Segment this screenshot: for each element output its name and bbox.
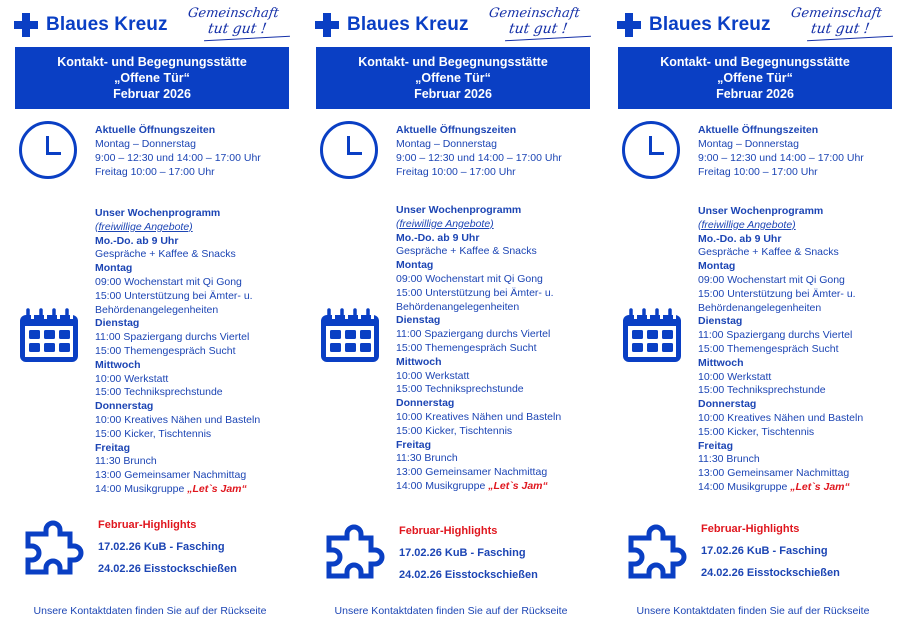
program-subtitle: (freiwillige Angebote) [95,220,193,233]
program-subtitle: (freiwillige Angebote) [698,218,796,231]
program-item: 15:00 Themengespräch Sucht [95,344,236,357]
puzzle-piece-icon [24,518,84,578]
program-item: 15:00 Techniksprechstunde [396,383,524,396]
banner-line-3: Februar 2026 [414,87,492,101]
logo [14,8,168,42]
daily-item: Gespräche + Kaffee & Snacks [95,248,236,261]
highlight-item: 24.02.26 Eisstockschießen [701,567,840,579]
daily-item: Gespräche + Kaffee & Snacks [396,245,537,258]
brand-name: Blaues Kreuz [46,14,168,35]
program-item-prefix: 14:00 Musikgruppe [698,480,791,493]
day-friday: Freitag [95,441,131,454]
program-item-last [396,480,561,494]
banner-line-1: Kontakt- und Begegnungsstätte [660,55,850,69]
highlights-title: Februar-Highlights [399,525,498,537]
opening-hours [95,123,261,179]
slogan-line-2: tut gut ! [809,21,871,37]
highlights [701,518,840,584]
brand-name: Blaues Kreuz [347,14,469,35]
program-item: 09:00 Wochenstart mit Qi Gong [396,272,543,285]
program-item: 11:00 Spaziergang durchs Viertel [396,328,551,341]
program-item: 09:00 Wochenstart mit Qi Gong [698,273,845,286]
program-item: 11:30 Brunch [396,452,458,465]
program-title: Unser Wochenprogramm [396,204,522,216]
slogan-line-2: tut gut ! [206,21,268,37]
calendar-icon [319,306,381,364]
program-item: 13:00 Gemeinsamer Nachmittag [95,469,247,482]
highlights-title: Februar-Highlights [701,523,800,535]
hours-title: Aktuelle Öffnungszeiten [95,124,216,136]
program-item-prefix: 14:00 Musikgruppe [396,479,489,492]
banner-line-3: Februar 2026 [716,87,794,101]
program-item-last [95,483,260,497]
program-item: 13:00 Gemeinsamer Nachmittag [698,467,850,480]
title-banner [15,47,289,109]
hours-line-2: 9:00 – 12:30 und 14:00 – 17:00 Uhr [396,152,562,164]
opening-hours [698,123,864,179]
weekly-program [95,207,260,497]
program-item: 15:00 Kicker, Tischtennis [698,425,815,438]
blue-cross-icon [617,13,641,37]
day-monday: Montag [698,260,736,273]
hours-line-2: 9:00 – 12:30 und 14:00 – 17:00 Uhr [95,152,261,164]
program-item: Behördenangelegenheiten [396,300,520,313]
highlights [98,514,237,580]
program-item: 10:00 Werkstatt [698,370,772,383]
program-item: 15:00 Themengespräch Sucht [396,341,537,354]
highlight-item: 24.02.26 Eisstockschießen [399,569,538,581]
day-monday: Montag [95,262,133,275]
blue-cross-icon [315,13,339,37]
slogan [186,4,290,44]
program-item: 15:00 Kicker, Tischtennis [396,424,513,437]
banner-line-3: Februar 2026 [113,87,191,101]
blue-cross-icon [14,13,38,37]
slogan-line-1: Gemeinschaft [487,6,581,21]
puzzle-piece-icon [325,522,385,582]
hours-line-2: 9:00 – 12:30 und 14:00 – 17:00 Uhr [698,152,864,164]
program-item: 10:00 Werkstatt [396,369,470,382]
program-item: 10:00 Kreatives Nähen und Basteln [95,413,261,426]
clock-icon [320,121,378,179]
clock-icon [19,121,77,179]
banner-line-2: „Offene Tür“ [717,71,793,85]
hours-title: Aktuelle Öffnungszeiten [698,124,819,136]
hours-line-1: Montag – Donnerstag [698,138,799,150]
highlight-item: 17.02.26 KuB - Fasching [701,545,828,557]
calendar-icon [18,306,80,364]
puzzle-piece-icon [627,522,687,582]
day-thursday: Donnerstag [396,397,455,410]
day-wednesday: Mittwoch [698,356,744,369]
program-item: 11:00 Spaziergang durchs Viertel [95,331,250,344]
program-item: Behördenangelegenheiten [698,301,822,314]
program-title: Unser Wochenprogramm [698,205,824,217]
clock-icon [622,121,680,179]
program-item: Behördenangelegenheiten [95,303,219,316]
banner-line-1: Kontakt- und Begegnungsstätte [358,55,548,69]
weekly-program [396,204,561,494]
slogan [789,4,893,44]
opening-hours [396,123,562,179]
day-friday: Freitag [396,438,432,451]
highlights-title: Februar-Highlights [98,519,197,531]
day-tuesday: Dienstag [95,317,140,330]
program-subtitle: (freiwillige Angebote) [396,217,494,230]
banner-line-2: „Offene Tür“ [114,71,190,85]
program-item: 11:30 Brunch [95,455,157,468]
program-title: Unser Wochenprogramm [95,207,221,219]
daily-title: Mo.-Do. ab 9 Uhr [396,231,480,244]
day-thursday: Donnerstag [95,400,154,413]
day-monday: Montag [396,259,434,272]
program-item: 11:30 Brunch [698,453,760,466]
highlight-item: 17.02.26 KuB - Fasching [98,541,225,553]
daily-title: Mo.-Do. ab 9 Uhr [698,232,782,245]
daily-title: Mo.-Do. ab 9 Uhr [95,234,179,247]
program-item: 15:00 Unterstützung bei Ämter- u. [396,286,554,299]
program-item-last [698,481,863,495]
hours-title: Aktuelle Öffnungszeiten [396,124,517,136]
program-item: 15:00 Unterstützung bei Ämter- u. [698,287,856,300]
program-item: 10:00 Werkstatt [95,372,169,385]
title-banner [316,47,590,109]
program-item: 09:00 Wochenstart mit Qi Gong [95,275,242,288]
footer-note: Unsere Kontaktdaten finden Sie auf der Rückseite [334,605,568,617]
weekly-program [698,205,863,495]
flyer-panel-2 [301,0,601,623]
highlight-item: 24.02.26 Eisstockschießen [98,563,237,575]
hours-line-3: Freitag 10:00 – 17:00 Uhr [95,166,215,178]
program-item: 15:00 Techniksprechstunde [95,386,223,399]
slogan-line-2: tut gut ! [507,21,569,37]
flyer-panel-1 [0,0,300,623]
hours-line-3: Freitag 10:00 – 17:00 Uhr [698,166,818,178]
day-wednesday: Mittwoch [396,355,442,368]
hours-line-1: Montag – Donnerstag [396,138,497,150]
slogan-line-1: Gemeinschaft [186,6,280,21]
flyer-panel-3 [603,0,900,623]
day-friday: Freitag [698,439,734,452]
program-item: 11:00 Spaziergang durchs Viertel [698,329,853,342]
program-item: 15:00 Unterstützung bei Ämter- u. [95,289,253,302]
program-item: 13:00 Gemeinsamer Nachmittag [396,466,548,479]
title-banner [618,47,892,109]
banner-line-2: „Offene Tür“ [415,71,491,85]
slogan [487,4,591,44]
hours-line-3: Freitag 10:00 – 17:00 Uhr [396,166,516,178]
day-thursday: Donnerstag [698,398,757,411]
day-tuesday: Dienstag [396,314,441,327]
logo [617,8,771,42]
program-item: 15:00 Kicker, Tischtennis [95,427,212,440]
program-item: 15:00 Themengespräch Sucht [698,342,839,355]
program-item: 10:00 Kreatives Nähen und Basteln [396,410,562,423]
day-wednesday: Mittwoch [95,358,141,371]
footer-note: Unsere Kontaktdaten finden Sie auf der Rückseite [33,605,267,617]
highlights [399,520,538,586]
day-tuesday: Dienstag [698,315,743,328]
hours-line-1: Montag – Donnerstag [95,138,196,150]
slogan-line-1: Gemeinschaft [789,6,883,21]
logo [315,8,469,42]
program-item: 15:00 Techniksprechstunde [698,384,826,397]
banner-line-1: Kontakt- und Begegnungsstätte [57,55,247,69]
lets-jam-highlight: „Let`s Jam“ [187,482,247,495]
program-item: 10:00 Kreatives Nähen und Basteln [698,411,864,424]
lets-jam-highlight: „Let`s Jam“ [488,479,548,492]
brand-name: Blaues Kreuz [649,14,771,35]
highlight-item: 17.02.26 KuB - Fasching [399,547,526,559]
program-item-prefix: 14:00 Musikgruppe [95,482,188,495]
calendar-icon [621,306,683,364]
lets-jam-highlight: „Let`s Jam“ [790,480,850,493]
footer-note: Unsere Kontaktdaten finden Sie auf der Rückseite [636,605,870,617]
daily-item: Gespräche + Kaffee & Snacks [698,246,839,259]
